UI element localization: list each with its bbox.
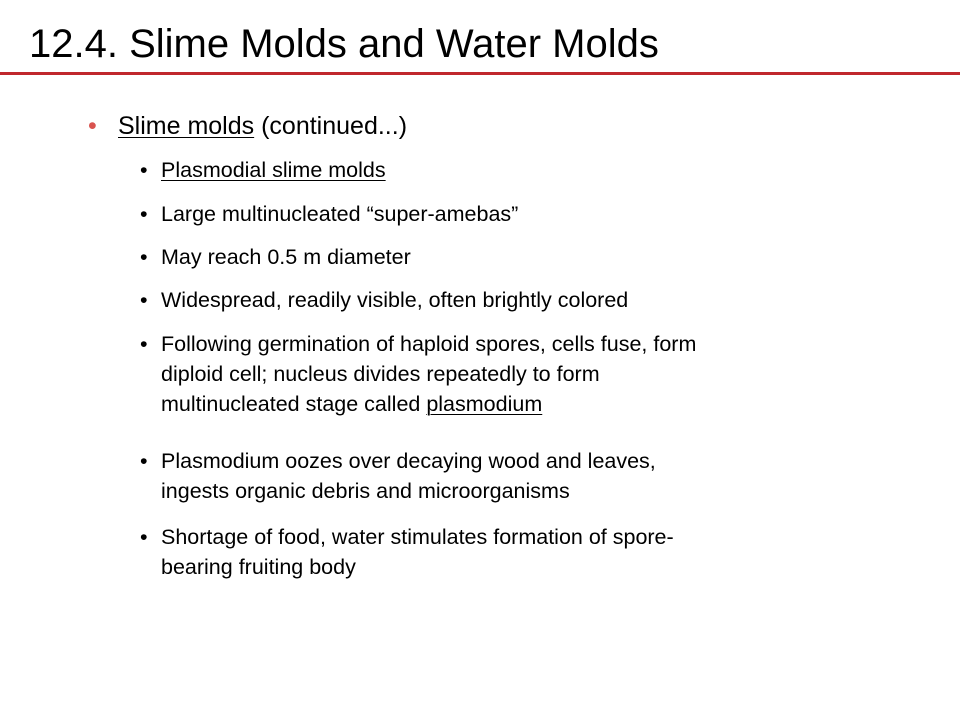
underlined-term: plasmodium xyxy=(426,392,543,416)
bullet-text xyxy=(118,108,407,144)
sub-bullet-diameter xyxy=(140,242,900,272)
bullet-rest: (continued...) xyxy=(254,112,408,140)
sub-bullet-plasmodial xyxy=(140,155,900,185)
bullet-dot: • xyxy=(140,245,148,269)
bullet-dot: • xyxy=(140,158,148,182)
bullet-line: ingests organic debris and microorganisms xyxy=(161,479,570,503)
bullet-dot: • xyxy=(140,202,148,226)
sub-bullet-super-amebas xyxy=(140,199,900,229)
bullet-dot: • xyxy=(88,112,97,140)
bullet-dot: • xyxy=(140,332,148,356)
bullet-dot: • xyxy=(140,288,148,312)
bullet-line-prefix: multinucleated stage called xyxy=(161,392,427,416)
bullet-line: Widespread, readily visible, often brightly colored xyxy=(161,288,629,312)
sub-bullet-widespread xyxy=(140,285,900,315)
bullet-line: diploid cell; nucleus divides repeatedly to form xyxy=(161,362,600,386)
sub-bullet-shortage xyxy=(140,522,900,582)
sub-bullet-oozes xyxy=(140,446,900,506)
bullet-line: Shortage of food, water stimulates formation of spore- xyxy=(161,525,674,549)
slide-title: 12.4. Slime Molds and Water Molds xyxy=(29,22,659,66)
bullet-line: Plasmodial slime molds xyxy=(161,158,386,182)
title-divider xyxy=(0,72,960,75)
bullet-line xyxy=(161,389,900,419)
sub-bullet-germination xyxy=(140,329,900,419)
bullet-line: Large multinucleated “super-amebas” xyxy=(161,202,519,226)
bullet-line: Following germination of haploid spores, cells fuse, form xyxy=(161,332,697,356)
bullet-line: May reach 0.5 m diameter xyxy=(161,245,411,269)
bullet-line: Plasmodium oozes over decaying wood and leaves, xyxy=(161,449,656,473)
bullet-line: bearing fruiting body xyxy=(161,555,356,579)
underlined-term: Slime molds xyxy=(118,112,255,140)
bullet-dot: • xyxy=(140,449,148,473)
bullet-dot: • xyxy=(140,525,148,549)
